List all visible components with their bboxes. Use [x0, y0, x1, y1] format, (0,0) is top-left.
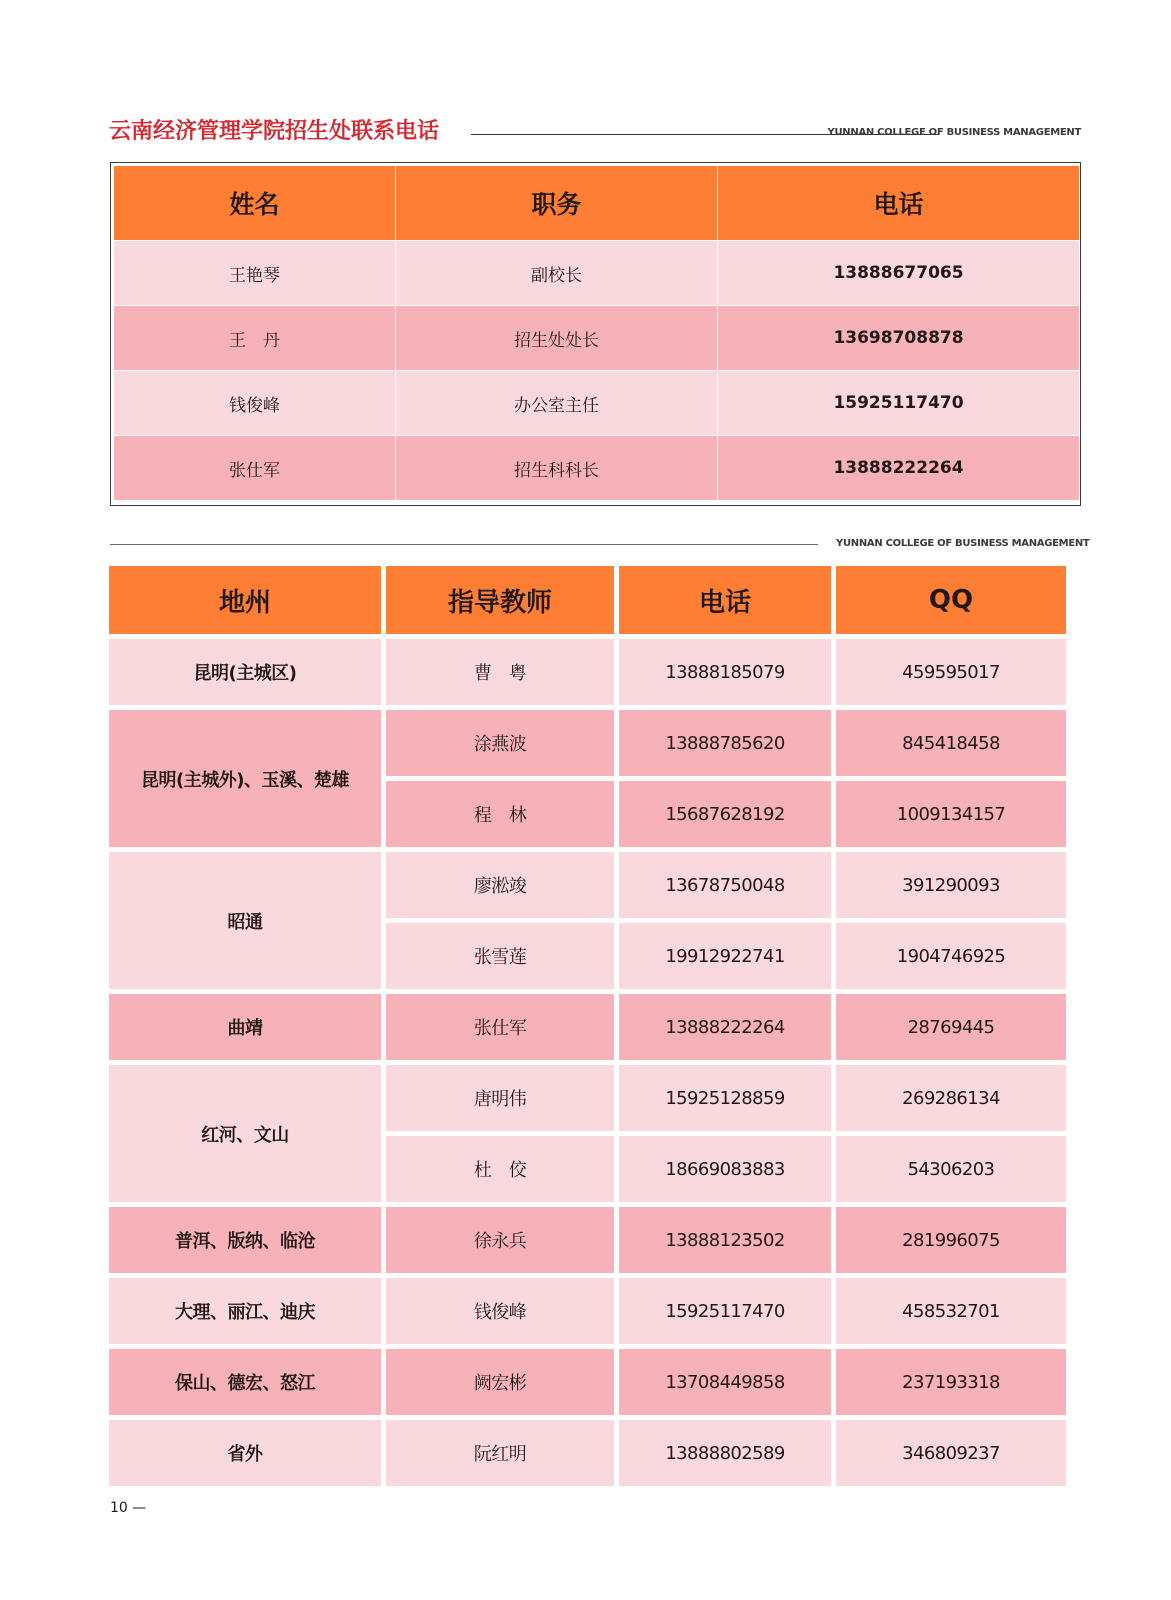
qq-cell: 281996075	[836, 1207, 1066, 1273]
phone-cell: 15925128859	[619, 1065, 831, 1131]
qq-cell: 28769445	[836, 994, 1066, 1060]
column-header-position: 职务	[396, 166, 718, 241]
column-header-phone: 电话	[619, 566, 831, 634]
column-header-qq: QQ	[836, 566, 1066, 634]
name-cell: 张仕军	[114, 436, 396, 501]
table-row	[114, 436, 1080, 501]
phone-cell: 13678750048	[619, 852, 831, 918]
brand-text: YUNNAN COLLEGE OF BUSINESS MANAGEMENT	[827, 127, 1081, 138]
table-row	[114, 371, 1080, 436]
phone-cell: 13888785620	[619, 710, 831, 776]
office-contact-table	[113, 165, 1080, 501]
column-header-region: 地州	[109, 566, 381, 634]
phone-cell: 15925117470	[619, 1278, 831, 1344]
regional-contact-table	[104, 561, 1071, 1491]
qq-cell: 237193318	[836, 1349, 1066, 1415]
table-row	[109, 852, 1066, 918]
position-cell: 副校长	[396, 241, 718, 306]
phone-cell: 13888677065	[718, 241, 1080, 306]
phone-cell: 13888123502	[619, 1207, 831, 1273]
table-row	[109, 1207, 1066, 1273]
teacher-cell: 张仕军	[386, 994, 614, 1060]
column-header-phone: 电话	[718, 166, 1080, 241]
name-cell: 王艳琴	[114, 241, 396, 306]
phone-cell: 13888185079	[619, 639, 831, 705]
table-row	[114, 241, 1080, 306]
qq-cell: 54306203	[836, 1136, 1066, 1202]
qq-cell: 269286134	[836, 1065, 1066, 1131]
table-header-row	[109, 566, 1066, 634]
position-cell: 办公室主任	[396, 371, 718, 436]
qq-cell: 458532701	[836, 1278, 1066, 1344]
teacher-cell: 廖淞竣	[386, 852, 614, 918]
teacher-cell: 钱俊峰	[386, 1278, 614, 1344]
table-row	[114, 306, 1080, 371]
page-number: 10 —	[110, 1500, 147, 1516]
phone-cell: 13708449858	[619, 1349, 831, 1415]
region-cell: 普洱、版纳、临沧	[109, 1207, 381, 1273]
region-cell: 大理、丽江、迪庆	[109, 1278, 381, 1344]
phone-cell: 13698708878	[718, 306, 1080, 371]
teacher-cell: 杜 佼	[386, 1136, 614, 1202]
phone-cell: 19912922741	[619, 923, 831, 989]
region-cell: 昆明(主城外)、玉溪、楚雄	[109, 710, 381, 847]
table-row	[109, 639, 1066, 705]
table-row	[109, 1065, 1066, 1131]
teacher-cell: 徐永兵	[386, 1207, 614, 1273]
column-header-teacher: 指导教师	[386, 566, 614, 634]
teacher-cell: 程 林	[386, 781, 614, 847]
teacher-cell: 唐明伟	[386, 1065, 614, 1131]
table-header-row	[114, 166, 1080, 241]
position-cell: 招生处处长	[396, 306, 718, 371]
teacher-cell: 张雪莲	[386, 923, 614, 989]
qq-cell: 1904746925	[836, 923, 1066, 989]
phone-cell: 18669083883	[619, 1136, 831, 1202]
qq-cell: 346809237	[836, 1420, 1066, 1486]
column-header-name: 姓名	[114, 166, 396, 241]
region-cell: 保山、德宏、怒江	[109, 1349, 381, 1415]
name-cell: 王 丹	[114, 306, 396, 371]
table-row	[109, 994, 1066, 1060]
qq-cell: 845418458	[836, 710, 1066, 776]
brand-text: YUNNAN COLLEGE OF BUSINESS MANAGEMENT	[836, 538, 1090, 549]
table-row	[109, 1349, 1066, 1415]
section-divider	[110, 544, 818, 545]
qq-cell: 459595017	[836, 639, 1066, 705]
phone-cell: 13888222264	[619, 994, 831, 1060]
phone-cell: 15925117470	[718, 371, 1080, 436]
teacher-cell: 曹 粤	[386, 639, 614, 705]
qq-cell: 1009134157	[836, 781, 1066, 847]
table-row	[109, 1420, 1066, 1486]
phone-cell: 15687628192	[619, 781, 831, 847]
teacher-cell: 涂燕波	[386, 710, 614, 776]
page-title: 云南经济管理学院招生处联系电话	[109, 119, 440, 144]
table-row	[109, 710, 1066, 776]
name-cell: 钱俊峰	[114, 371, 396, 436]
region-cell: 曲靖	[109, 994, 381, 1060]
teacher-cell: 阙宏彬	[386, 1349, 614, 1415]
region-cell: 昆明(主城区)	[109, 639, 381, 705]
position-cell: 招生科科长	[396, 436, 718, 501]
table-row	[109, 1278, 1066, 1344]
region-cell: 省外	[109, 1420, 381, 1486]
region-cell: 红河、文山	[109, 1065, 381, 1202]
phone-cell: 13888222264	[718, 436, 1080, 501]
region-cell: 昭通	[109, 852, 381, 989]
page-header	[109, 116, 1081, 152]
qq-cell: 391290093	[836, 852, 1066, 918]
phone-cell: 13888802589	[619, 1420, 831, 1486]
teacher-cell: 阮红明	[386, 1420, 614, 1486]
